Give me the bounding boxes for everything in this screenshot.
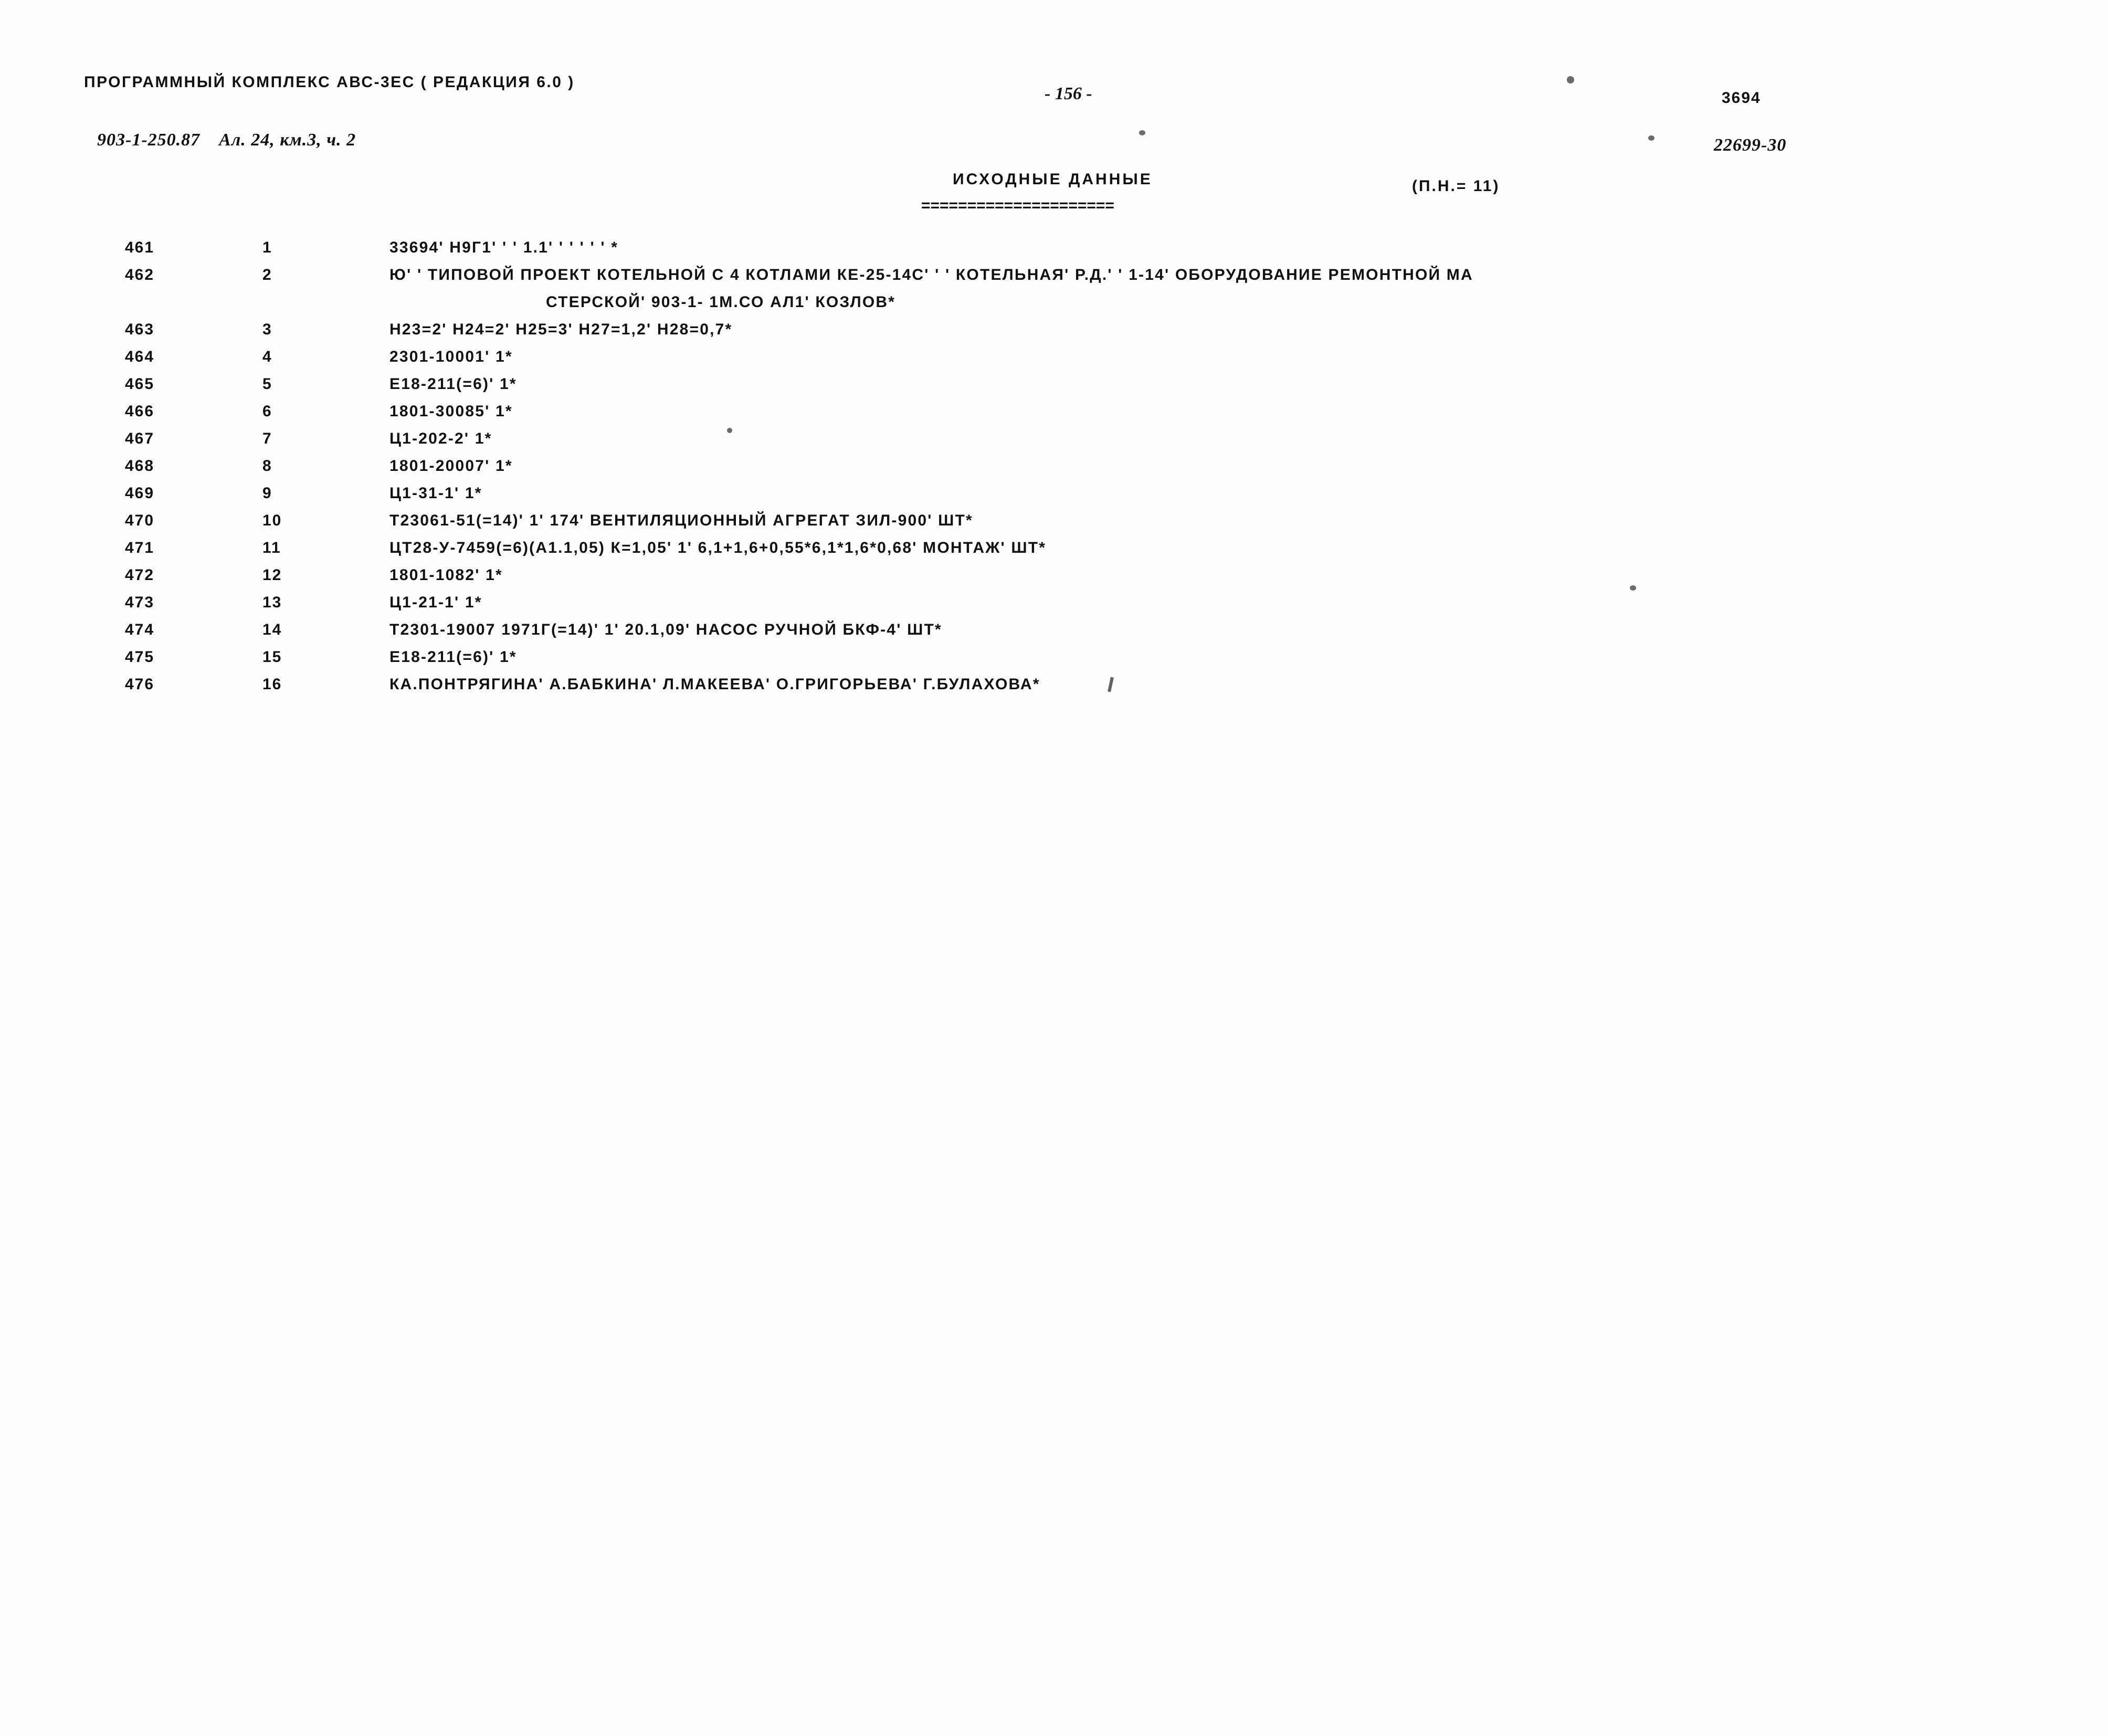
row-text: 2301-10001' 1* (389, 348, 513, 365)
scan-speck (1567, 76, 1574, 83)
row-index: 13 (262, 594, 282, 611)
row-number: 463 (125, 321, 155, 338)
scan-speck (1648, 135, 1654, 141)
row-number: 475 (125, 648, 155, 666)
row-index: 5 (262, 375, 272, 393)
row-text: Ц1-202-2' 1* (389, 430, 492, 447)
row-number: 461 (125, 239, 155, 256)
row-number: 474 (125, 621, 155, 638)
scan-speck (1139, 130, 1145, 135)
row-number: 476 (125, 676, 155, 693)
row-text: Н23=2' Н24=2' Н25=3' Н27=1,2' Н28=0,7* (389, 321, 733, 338)
table-row-continuation (0, 293, 2108, 321)
row-index: 12 (262, 566, 282, 584)
row-text: Т2301-19007 1971Г(=14)' 1' 20.1,09' НАСОС РУЧНОЙ БКФ-4' ШТ* (389, 621, 942, 638)
row-index: 1 (262, 239, 272, 256)
row-number: 470 (125, 512, 155, 529)
row-number: 471 (125, 539, 155, 556)
table-row (0, 512, 2108, 539)
row-number: 468 (125, 457, 155, 475)
row-text: ЦТ28-У-7459(=6)(А1.1,05) К=1,05' 1' 6,1+1,6+0,55*6,1*1,6*0,68' МОНТАЖ' ШТ* (389, 539, 1047, 556)
right-code-primary: 3694 (1722, 89, 1761, 107)
row-number: 462 (125, 266, 155, 283)
table-row (0, 621, 2108, 648)
table-row (0, 266, 2108, 293)
software-header-line: ПРОГРАММНЫЙ КОМПЛЕКС АВС-3ЕС ( РЕДАКЦИЯ 6.0 ) (84, 73, 575, 91)
row-text: Е18-211(=6)' 1* (389, 375, 517, 393)
row-index: 4 (262, 348, 272, 365)
table-row (0, 239, 2108, 266)
section-title: ИСХОДНЫЕ ДАННЫЕ (953, 171, 1153, 188)
row-text-continuation: СТЕРСКОЙ' 903-1- 1М.СО АЛ1' КОЗЛОВ* (546, 293, 896, 311)
scan-speck (1630, 585, 1636, 591)
table-row (0, 375, 2108, 403)
row-index: 2 (262, 266, 272, 283)
row-number: 465 (125, 375, 155, 393)
row-text: 1801-30085' 1* (389, 403, 513, 420)
row-text: Т23061-51(=14)' 1' 174' ВЕНТИЛЯЦИОННЫЙ АГРЕГАТ ЗИЛ-900' ШТ* (389, 512, 973, 529)
table-row (0, 430, 2108, 457)
row-text: 1801-1082' 1* (389, 566, 503, 584)
row-number: 464 (125, 348, 155, 365)
right-code-secondary: 22699-30 (1714, 135, 1787, 155)
table-row (0, 457, 2108, 485)
row-text: Ю' ' ТИПОВОЙ ПРОЕКТ КОТЕЛЬНОЙ С 4 КОТЛАМИ КЕ-25-14С' ' ' КОТЕЛЬНАЯ' Р.Д.' ' 1-14' ОБОРУДОВАНИЕ РЕМОНТНОЙ МА (389, 266, 1473, 283)
table-row (0, 566, 2108, 594)
row-index: 9 (262, 485, 272, 502)
row-text: Ц1-21-1' 1* (389, 594, 482, 611)
row-text: КА.ПОНТРЯГИНА' А.БАБКИНА' Л.МАКЕЕВА' О.ГРИГОРЬЕВА' Г.БУЛАХОВА* (389, 676, 1040, 693)
row-text: Ц1-31-1' 1* (389, 485, 482, 502)
row-text: 33694' Н9Г1' ' ' 1.1' ' ' ' ' ' * (389, 239, 619, 256)
row-index: 6 (262, 403, 272, 420)
row-index: 11 (262, 539, 281, 556)
row-index: 10 (262, 512, 282, 529)
row-text: 1801-20007' 1* (389, 457, 513, 475)
row-number: 469 (125, 485, 155, 502)
row-index: 7 (262, 430, 272, 447)
document-code-line (97, 130, 356, 150)
row-number: 473 (125, 594, 155, 611)
table-row (0, 403, 2108, 430)
table-row (0, 648, 2108, 676)
listing-table (0, 239, 2108, 703)
table-row (0, 348, 2108, 375)
row-number: 466 (125, 403, 155, 420)
table-row (0, 321, 2108, 348)
row-text: Е18-211(=6)' 1* (389, 648, 517, 666)
table-row (0, 539, 2108, 566)
row-number: 467 (125, 430, 155, 447)
row-index: 15 (262, 648, 282, 666)
scan-speck (727, 428, 732, 433)
section-title-underline: ===================== (921, 197, 1114, 214)
page-note: (П.Н.= 11) (1412, 177, 1500, 195)
row-index: 3 (262, 321, 272, 338)
document-reference: Ал. 24, км.3, ч. 2 (219, 130, 356, 150)
row-index: 8 (262, 457, 272, 475)
document-code: 903-1-250.87 (97, 130, 201, 150)
row-index: 16 (262, 676, 282, 693)
table-row (0, 594, 2108, 621)
table-row (0, 485, 2108, 512)
page-number: - 156 - (1045, 84, 1092, 103)
table-row (0, 676, 2108, 703)
row-number: 472 (125, 566, 155, 584)
row-index: 14 (262, 621, 282, 638)
